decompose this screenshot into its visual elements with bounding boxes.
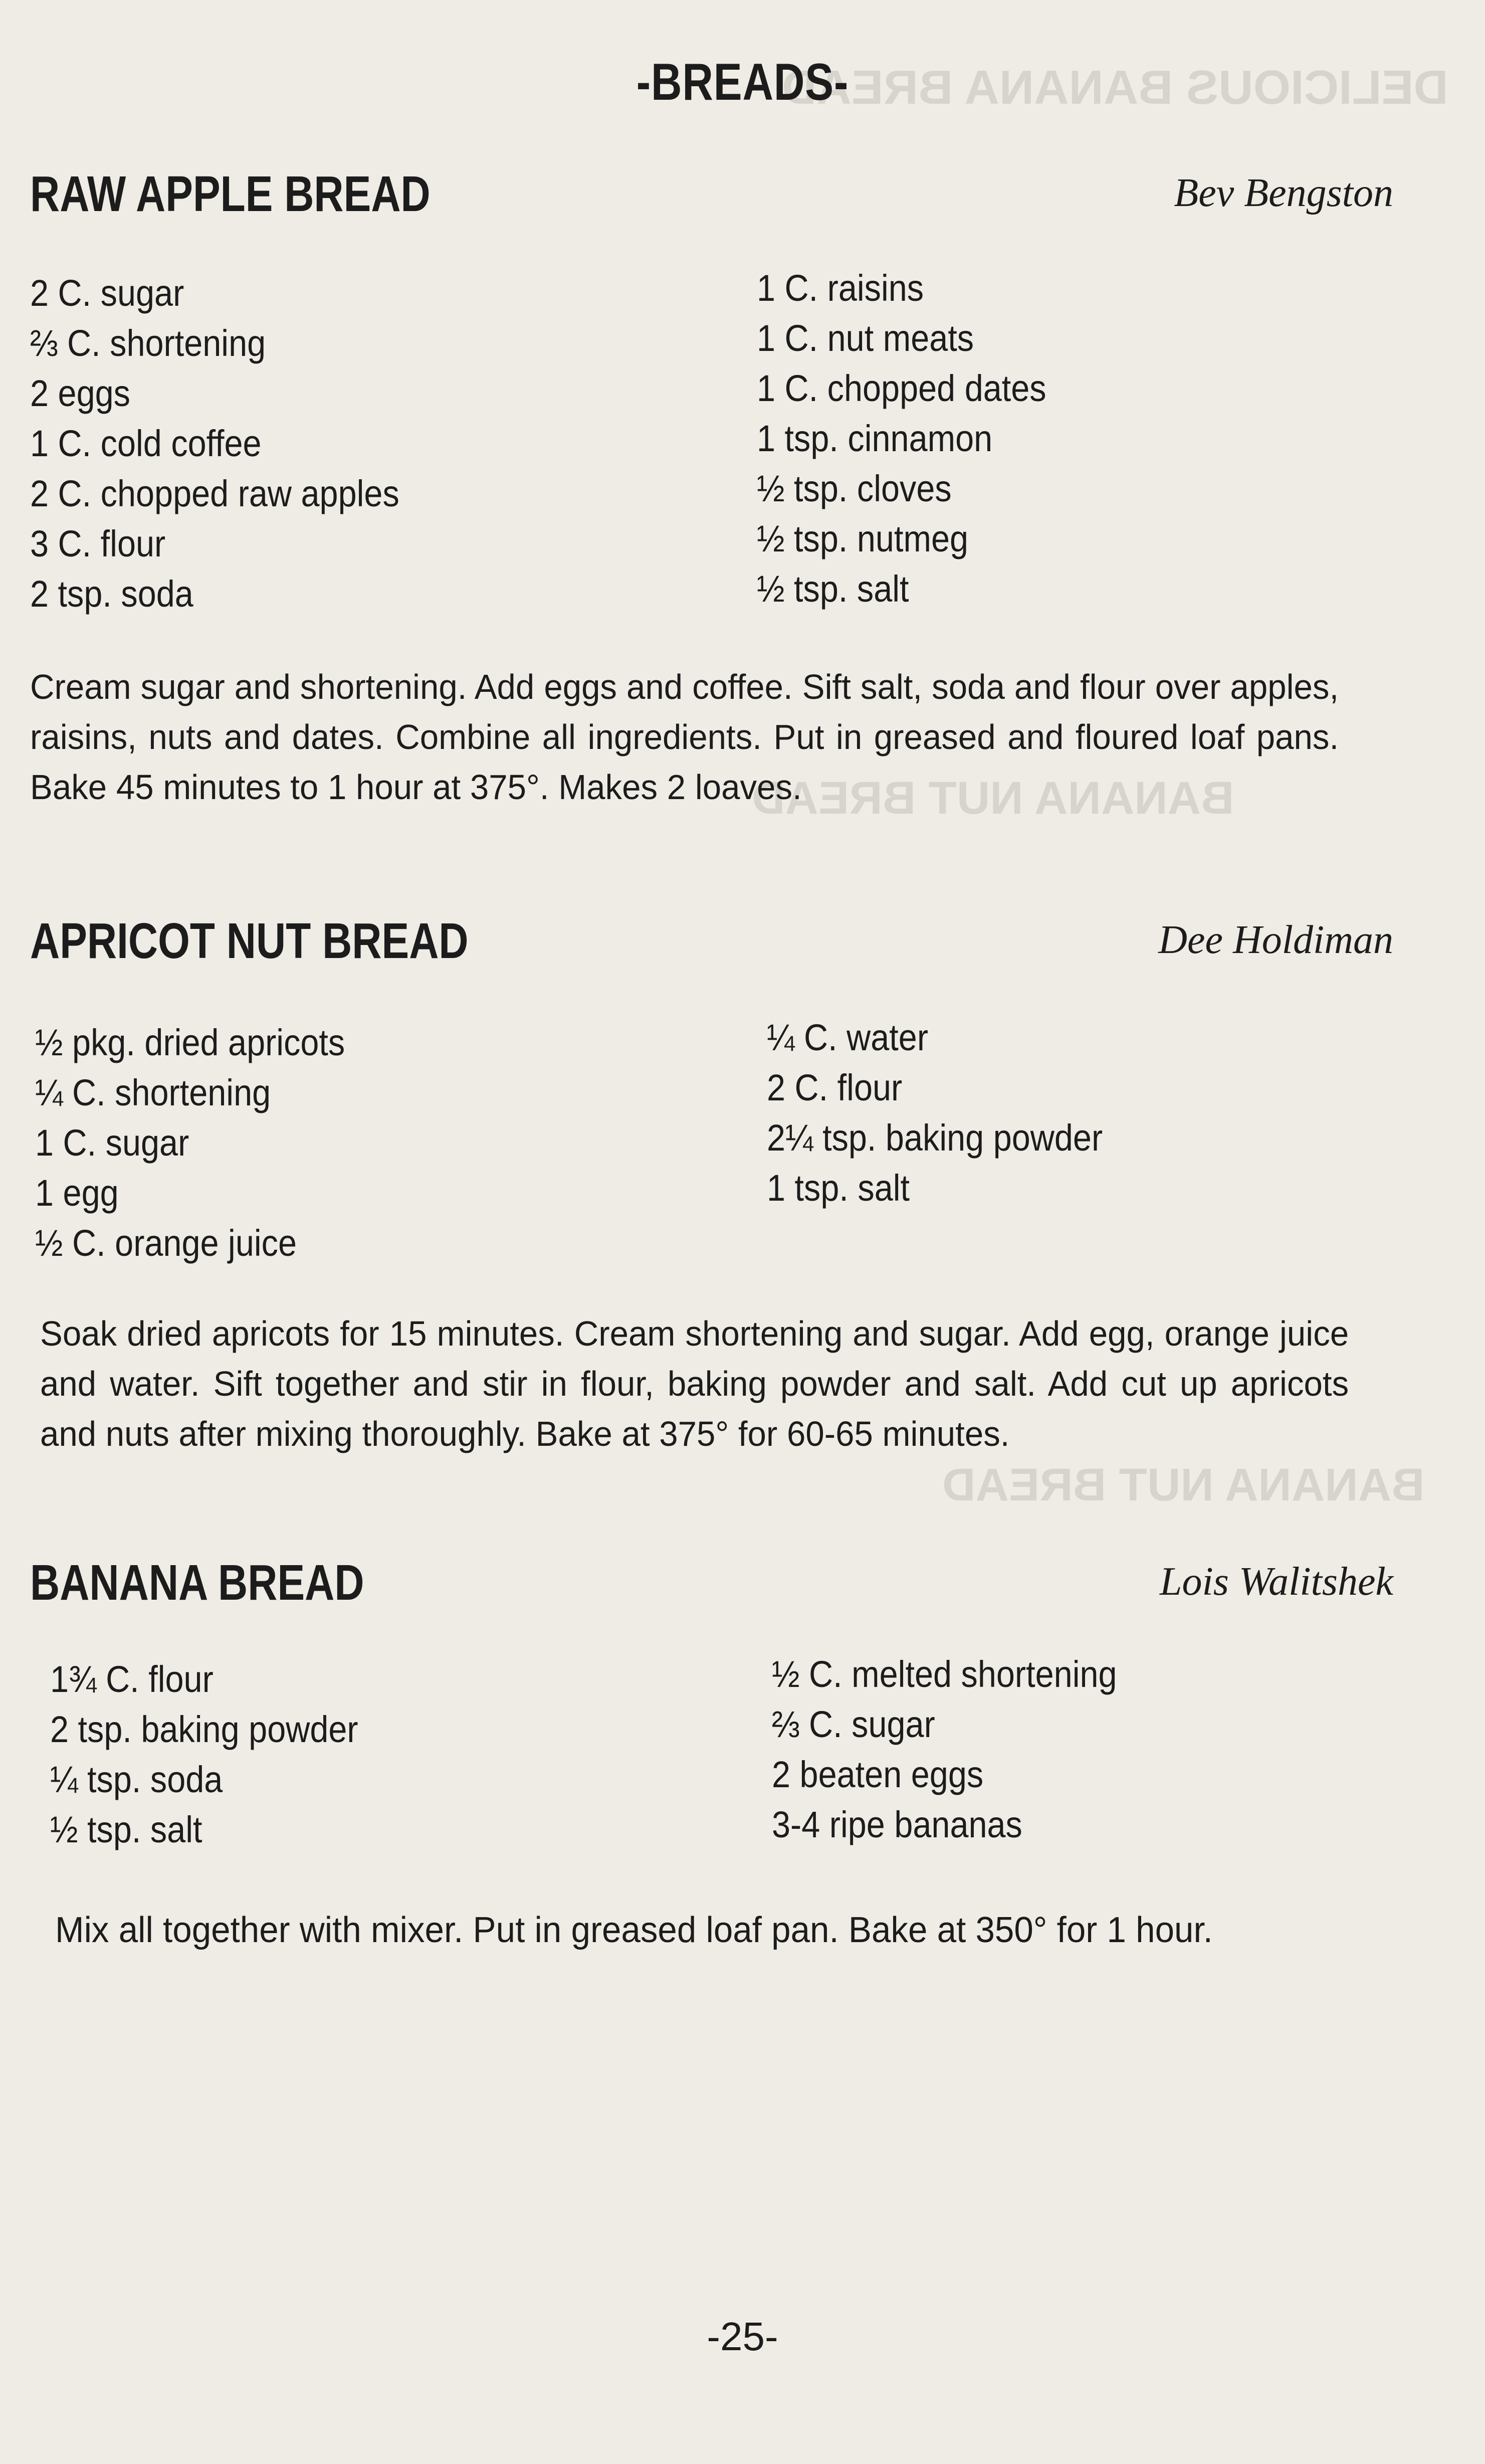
ingredient: ¼ C. water — [767, 1017, 929, 1058]
ingredient: 2 beaten eggs — [772, 1754, 984, 1795]
ingredient: ½ tsp. salt — [757, 568, 909, 610]
recipe-directions: Cream sugar and shortening. Add eggs and coffee. Sift salt, soda and flour over apples, raisins, nuts and dates. Combine all ingredients. Put in greased and floured loaf pans. Bake 45 minutes to 1 hour at 375°. Makes 2 loaves. — [30, 667, 1339, 807]
ingredient: ½ pkg. dried apricots — [35, 1022, 345, 1063]
bleed-through-title: DELICIOUS BANANA BREAD — [782, 61, 1448, 114]
bleed-through-title: BANANA NUT BREAD — [752, 773, 1234, 824]
ingredient: 2 tsp. soda — [30, 573, 193, 615]
ingredient: 2 C. sugar — [30, 272, 184, 314]
ingredients-left — [30, 268, 441, 619]
recipe-contributor: Bev Bengston — [1174, 171, 1393, 215]
ingredient: 1 tsp. salt — [767, 1167, 910, 1209]
ingredient: 1 tsp. cinnamon — [757, 418, 993, 459]
page-number: -25- — [707, 2314, 778, 2359]
ingredient: 1 C. cold coffee — [30, 423, 262, 464]
ingredient: ¼ C. shortening — [35, 1072, 271, 1113]
ingredient: 3 C. flour — [30, 523, 166, 564]
ingredient: ⅔ C. shortening — [30, 322, 266, 364]
ingredient: ½ C. orange juice — [35, 1222, 297, 1264]
ingredient: 2¼ tsp. baking powder — [767, 1117, 1103, 1159]
ingredients-right — [772, 1649, 1155, 1850]
recipe-directions: Mix all together with mixer. Put in greased loaf pan. Bake at 350° for 1 hour. — [55, 1910, 1213, 1950]
ingredient: 2 eggs — [30, 372, 130, 414]
ingredient: 1 C. sugar — [35, 1122, 189, 1164]
ingredient: 3-4 ripe bananas — [772, 1804, 1022, 1845]
ingredient: 2 tsp. baking powder — [50, 1709, 358, 1750]
ingredient: 1 egg — [35, 1172, 119, 1214]
ingredient: 1¾ C. flour — [50, 1658, 214, 1700]
ingredients-right — [767, 1013, 1140, 1213]
ingredient: ¼ tsp. soda — [50, 1759, 223, 1800]
ingredient: 1 C. raisins — [757, 267, 924, 309]
recipe-directions: Soak dried apricots for 15 minutes. Cream shortening and sugar. Add egg, orange juice and water. Sift together and stir in flour, baking powder and salt. Add cut up apricots and nuts after mixing thoroughly. Bake at 375° for 60-65 minutes. — [40, 1314, 1349, 1453]
ingredient: 1 C. chopped dates — [757, 367, 1046, 409]
ingredient: ½ tsp. cloves — [757, 468, 952, 509]
ingredient: ½ tsp. nutmeg — [757, 518, 969, 559]
ingredient: 2 C. flour — [767, 1067, 903, 1108]
bleed-through-title: BANANA NUT BREAD — [942, 1459, 1425, 1510]
recipe-title: RAW APPLE BREAD — [30, 166, 431, 222]
ingredients-right — [757, 263, 1079, 614]
ingredient: ½ tsp. salt — [50, 1809, 202, 1850]
ingredient: ⅔ C. sugar — [772, 1703, 935, 1745]
ingredient: ½ C. melted shortening — [772, 1653, 1117, 1695]
ingredient: 1 C. nut meats — [757, 317, 974, 359]
ingredients-left — [50, 1654, 392, 1855]
recipe-title: APRICOT NUT BREAD — [30, 913, 469, 969]
recipe-contributor: Dee Holdiman — [1158, 918, 1393, 962]
section-title: -BREADS- — [636, 53, 849, 111]
recipe-contributor: Lois Walitshek — [1160, 1560, 1393, 1604]
ingredient: 2 C. chopped raw apples — [30, 473, 399, 514]
ingredients-left — [35, 1018, 379, 1268]
recipe-title: BANANA BREAD — [30, 1555, 364, 1611]
